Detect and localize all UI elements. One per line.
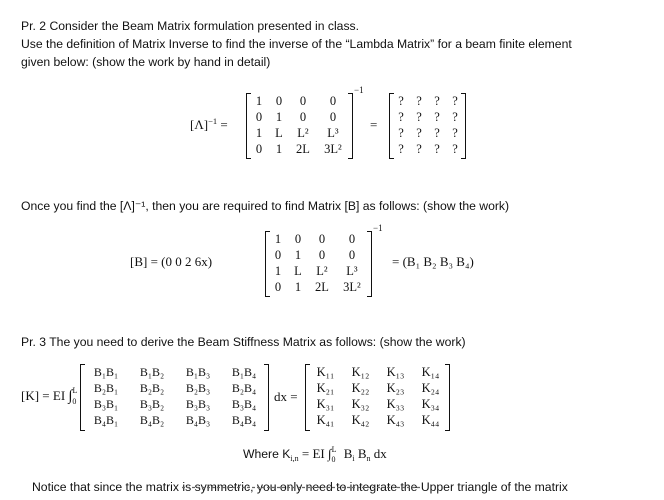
b-lambda-matrix-cell: 0 (274, 248, 282, 262)
b-lambda-matrix-cell: L² (316, 264, 328, 278)
bb-matrix-cell: B₂B₄ (231, 381, 257, 395)
k-matrix-cell: K₄₁ (316, 413, 335, 427)
lambda-label-exponent: −1 (208, 116, 218, 126)
b-lambda-right-bracket (367, 231, 372, 297)
lambda-matrix-cell: 0 (299, 94, 307, 108)
lambda-matrix-cell: 0 (329, 94, 337, 108)
unknown-matrix-cell: ? (434, 142, 440, 156)
b-lambda-exponent: −1 (373, 223, 383, 233)
where-b2-sub: n (366, 454, 371, 463)
unknown-matrix-cell: ? (416, 142, 422, 156)
pr3-line1: Pr. 3 The you need to derive the Beam Stiffness Matrix as follows: (show the work) (21, 335, 466, 349)
unknown-matrix-cell: ? (398, 110, 404, 124)
bb-matrix-cell: B₂B₁ (93, 381, 119, 395)
pr2-line3: given below: (show the work by hand in detail) (21, 55, 271, 69)
unknown-matrix-cell: ? (434, 94, 440, 108)
k-matrix-cell: K₁₃ (386, 365, 405, 379)
lambda-inverse-label: $[\Lambda]^{-1}$ = (190, 116, 228, 132)
where-rest: = EI ∫ (298, 446, 332, 461)
b-lambda-matrix-cell: 0 (274, 280, 282, 294)
b-lambda-matrix-cell: 1 (294, 280, 302, 294)
b-lambda-matrix-cell: L (294, 264, 302, 278)
b-result: = (B₁ B₂ B₃ B₄) (392, 254, 474, 269)
lambda-matrix-cell: 0 (275, 94, 283, 108)
k-matrix-cell: K₃₃ (386, 397, 405, 411)
k-matrix-cell: K₂₂ (351, 381, 370, 395)
pr2-line2: Use the definition of Matrix Inverse to find the inverse of the “Lambda Matrix” for a beam finite element (21, 37, 572, 51)
integral-sign: ∫ (68, 388, 73, 404)
b-lambda-matrix-cell: 0 (318, 232, 326, 246)
lambda-symbol: [Λ] (190, 117, 209, 132)
k-matrix-cell: K₂₄ (421, 381, 440, 395)
unknown-matrix-cell: ? (416, 110, 422, 124)
unknown-matrix-cell: ? (452, 142, 458, 156)
integral-upper: L (72, 386, 78, 395)
lambda-matrix-cell: 1 (275, 142, 283, 156)
b-lambda-matrix-cell: 1 (274, 264, 282, 278)
b-lambda-matrix-cell: 3L² (343, 280, 361, 294)
dx-equals: dx = (274, 389, 298, 404)
unknown-matrix-cell: ? (398, 94, 404, 108)
notice-line (32, 479, 568, 496)
bb-matrix-cell: B₂B₃ (185, 381, 211, 395)
bb-matrix-right-bracket (264, 364, 269, 431)
lambda-matrix-cell: L (275, 126, 283, 140)
pr2-line1: Pr. 2 Consider the Beam Matrix formulation presented in class. (21, 19, 360, 33)
k-matrix-right-bracket (445, 364, 450, 431)
pr2-line4: Once you find the [Λ]⁻¹, then you are required to find Matrix [B] as follows: (show the work) (21, 199, 510, 213)
bb-matrix-cell: B₁B₄ (231, 365, 257, 379)
k-label-text: [K] = EI (21, 388, 66, 403)
where-word: Where K (243, 447, 291, 461)
notice-part-a: Notice that since the matrix (32, 480, 183, 494)
bb-matrix-cell: B₄B₂ (139, 413, 165, 427)
unknown-matrix-cell: ? (398, 142, 404, 156)
b-lambda-matrix-cell: 1 (274, 232, 282, 246)
lambda-matrix-exponent: −1 (354, 85, 364, 95)
unknown-matrix-cell: ? (434, 126, 440, 140)
lambda-matrix-cell: 2L (296, 142, 310, 156)
k-matrix-cell: K₂₃ (386, 381, 405, 395)
bb-matrix-cell: B₄B₄ (231, 413, 257, 427)
where-lower: 0 (331, 455, 336, 464)
unknown-matrix-cell: ? (416, 94, 422, 108)
b-lambda-matrix-cell: 1 (294, 248, 302, 262)
b-matrix-label: [B] = (0 0 2 6x) (130, 254, 213, 269)
where-b1-sub: i (352, 454, 355, 463)
lambda-matrix (249, 93, 349, 157)
lambda-matrix-cell: 0 (299, 110, 307, 124)
k-matrix-cell: K₄₃ (386, 413, 405, 427)
unknown-matrix-cell: ? (434, 110, 440, 124)
b-lambda-matrix-cell: 0 (348, 248, 356, 262)
where-upper: L (331, 445, 337, 454)
bb-matrix-cell: B₃B₁ (93, 397, 119, 411)
lambda-matrix-cell: 0 (329, 110, 337, 124)
b-lambda-matrix-cell: L³ (346, 264, 358, 278)
where-b2: B (354, 446, 367, 461)
where-dx: dx (373, 446, 387, 461)
b-lambda-matrix-cell: 0 (348, 232, 356, 246)
k-matrix-cell: K₄₂ (351, 413, 370, 427)
bb-matrix-cell: B₁B₁ (93, 365, 119, 379)
lambda-matrix-cell: 0 (255, 110, 263, 124)
k-matrix (308, 364, 448, 428)
where-b1: B (340, 446, 353, 461)
unknown-matrix-cell: ? (452, 110, 458, 124)
k-matrix-cell: K₃₂ (351, 397, 370, 411)
lambda-matrix-cell: 1 (255, 126, 263, 140)
bb-matrix-cell: B₂B₂ (139, 381, 165, 395)
lambda-matrix-right-bracket (348, 93, 353, 159)
bb-matrix-cell: B₄B₃ (185, 413, 211, 427)
k-matrix-cell: K₁₁ (316, 365, 335, 379)
b-lambda-matrix (268, 231, 368, 295)
bb-matrix-cell: B₃B₄ (231, 397, 257, 411)
lambda-matrix-cell: 1 (255, 94, 263, 108)
lambda-matrix-cell: L³ (327, 126, 339, 140)
where-formula (243, 446, 387, 462)
b-lambda-matrix-cell: 0 (318, 248, 326, 262)
bb-matrix-cell: B₃B₂ (139, 397, 165, 411)
b-lambda-matrix-cell: 0 (294, 232, 302, 246)
where-sub: i,n (290, 454, 299, 463)
bb-matrix (83, 364, 267, 428)
bb-matrix-cell: B₁B₂ (139, 365, 165, 379)
lambda-matrix-cell: 1 (275, 110, 283, 124)
bb-matrix-cell: B₁B₃ (185, 365, 211, 379)
k-matrix-cell: K₁₄ (421, 365, 440, 379)
unknown-matrix-cell: ? (398, 126, 404, 140)
lambda-matrix-cell: 0 (255, 142, 263, 156)
unknown-matrix (392, 93, 464, 157)
lambda-matrix-cell: L² (297, 126, 309, 140)
notice-part-c: Upper triangle of the matrix (420, 480, 568, 494)
bb-matrix-cell: B₃B₃ (185, 397, 211, 411)
unknown-matrix-cell: ? (416, 126, 422, 140)
bb-matrix-cell: B₄B₁ (93, 413, 119, 427)
lambda-matrix-cell: 3L² (324, 142, 342, 156)
k-label (21, 388, 81, 405)
equals-sign: = (370, 117, 378, 132)
k-matrix-cell: K₃₄ (421, 397, 440, 411)
b-lambda-matrix-cell: 2L (315, 280, 329, 294)
k-matrix-cell: K₁₂ (351, 365, 370, 379)
notice-part-b: is symmetric, you only need to integrate the (182, 480, 421, 494)
integral-lower: 0 (72, 397, 77, 406)
unknown-matrix-right-bracket (461, 93, 466, 159)
k-matrix-cell: K₄₄ (421, 413, 440, 427)
k-matrix-cell: K₃₁ (316, 397, 335, 411)
unknown-matrix-cell: ? (452, 126, 458, 140)
unknown-matrix-cell: ? (452, 94, 458, 108)
k-matrix-cell: K₂₁ (316, 381, 335, 395)
